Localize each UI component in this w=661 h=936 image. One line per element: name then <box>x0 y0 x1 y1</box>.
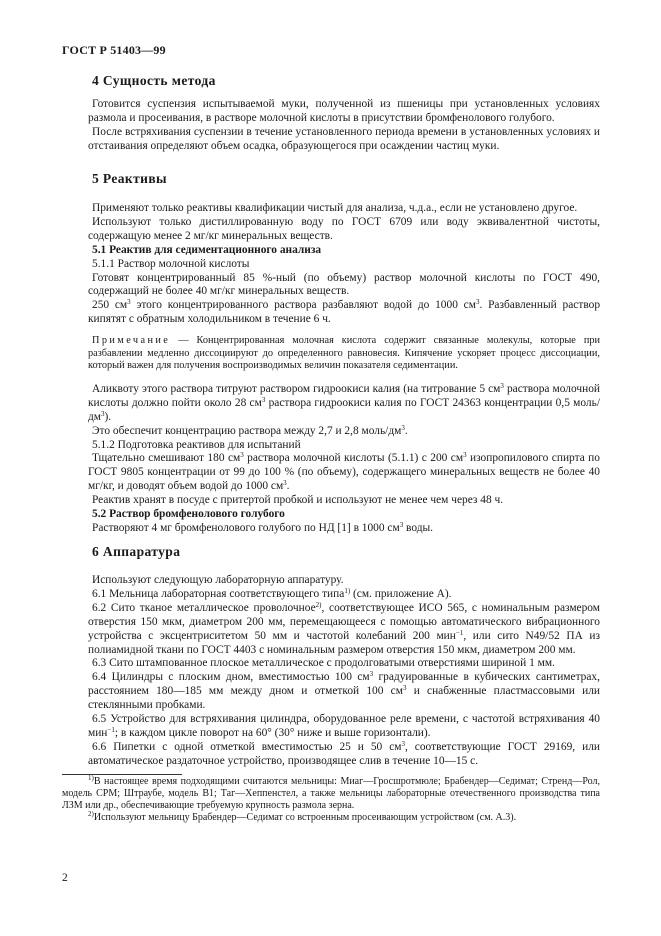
paragraph: 250 $см^3$ этого концентрированного раствора разбавляют водой до 1000 $см^3$. Разбавленный раствор кипятят с обратным холодильником в течение 6 ч. <box>88 298 601 326</box>
subsection-5-1-title: 5.1 Реактив для седиментационного анализа <box>92 243 322 256</box>
paragraph: 6.6 Пипетки с одной отметкой вместимостью 25 и 50 $см^3$, соответствующие ГОСТ 29169, или автоматическое раздаточное устройство, производящее слив в течение 10—15 с. <box>88 739 600 767</box>
paragraph: Используют только дистиллированную воду по ГОСТ 6709 или воду эквивалентной чистоты, содержащую менее 2 мг/кг минеральных веществ. <box>88 215 600 242</box>
section-6-body <box>88 574 600 769</box>
paragraph: После встряхивания суспензии в течение установленного периода времени в установленных условиях и отстаивания определяют объем осадка, образующегося при осаждении частиц муки. <box>88 125 600 152</box>
subsection-5-1-2-title: 5.1.2 Подготовка реактивов для испытаний <box>92 438 301 451</box>
document-code: ГОСТ Р 51403—99 <box>62 43 166 57</box>
paragraph: Применяют только реактивы квалификации чистый для анализа, ч.д.а., если не установлено другое. <box>92 202 578 214</box>
section-4-heading: 4 Сущность метода <box>92 73 216 88</box>
footnotes <box>62 776 600 824</box>
paragraph: Реактив хранят в посуде с притертой пробкой и используют не менее чем через 48 ч. <box>92 494 504 507</box>
paragraph: 6.1 Мельница лабораторная соответствующего типа$^{1)}$ (см. приложение А). <box>92 586 452 600</box>
footnote-divider <box>62 774 182 775</box>
paragraph: Это обеспечит концентрацию раствора между 2,7 и 2,8 моль/$дм^3$. <box>92 423 408 437</box>
subsection-5-2-title: 5.2 Раствор бромфенолового голубого <box>92 508 285 521</box>
section-4-body <box>88 98 600 154</box>
paragraph: Растворяют 4 мг бромфенолового голубого по НД [1] в 1000 $см^3$ воды. <box>92 521 433 534</box>
paragraph: Готовится суспензия испытываемой муки, полученной из пшеницы при установленных условиях размола и просеивания, в растворе молочной кислоты в присутствии бромфенолового голубого. <box>88 98 600 124</box>
paragraph: 6.4 Цилиндры с плоским дном, вместимостью 100 $см^3$ градуированные в кубических сантиметрах, расстоянием 180—185 мм между дном и отметкой 100 $см^3$ и снабженные пластмассовыми или стеклянными пробками. <box>88 670 600 712</box>
section-6-heading: 6 Аппаратура <box>92 544 181 559</box>
paragraph: 6.2 Сито тканое металлическое проволочное$^{2)}$, соответствующее ИСО 565, с номинальным размером отверстия 150 мкм, диаметром 200 мм, перемещающееся с помощью автоматического вибрационного устройства с эксцентриситетом 50 мм и частотой колебаний 200 мин$^{-1}$, или сито N49/52 ПА из полиамидной ткани по ГОСТ 4403 с номинальным размером отверстия 150 мкм, диаметром 200 мм. <box>88 600 600 656</box>
section-5-body <box>88 202 600 536</box>
paragraph: Готовят концентрированный 85 %-ный (по объему) раствор молочной кислоты по ГОСТ 490, содержащий не более 40 мг/кг минеральных веществ. <box>88 271 600 298</box>
page-number: 2 <box>62 872 68 884</box>
paragraph: Аликвоту этого раствора титруют раствором гидроокиси калия (на титрование 5 $см^3$ раствора молочной кислоты должно пойти около 28 $см^3$ раствора гидроокиси калия по ГОСТ 24363 концентрации 0,5 моль/$дм^3$). <box>88 381 601 423</box>
footnote-1: $^{1)}$В настоящее время подходящими считаются мельницы: Миаг—Гросшротмюле; Брабендер—Седимат; Стренд—Рол, модель СРМ; Штраубе, модель В1; Таг—Хеппенстел, а также мельницы лабораторные отечественного производства типа ЛЗМ или др., обеспечивающие требуемую крупность размола зерна. <box>62 774 600 812</box>
paragraph: 6.5 Устройство для встряхивания цилиндра, оборудованное реле времени, с частотой встряхивания 40 мин$^{-1}$; в каждом цикле поворот на 60° (30° ниже и выше горизонтали). <box>88 713 600 739</box>
paragraph: Используют следующую лабораторную аппаратуру. <box>92 574 344 586</box>
footnote-2: $^{2)}$Используют мельницу Брабендер—Седимат со встроенным просеивающим устройством (см. А.3). <box>88 810 517 824</box>
note-paragraph: Примечание — Концентрированная молочная кислота содержит связанные молекулы, которые при разбавлении медленно диссоциируют до определенного равновесия. Кипячение ускоряет процесс диссоциации, который важен для получения воспроизводимых величин показателя седиментации. <box>88 335 600 372</box>
subsection-5-1-1-title: 5.1.1 Раствор молочной кислоты <box>92 257 250 270</box>
paragraph: Тщательно смешивают 180 $см^3$ раствора молочной кислоты (5.1.1) с 200 $см^3$ изопропилового спирта по ГОСТ 9805 концентрации от 99 до 100 % (по объему), содержащего минеральных веществ не более 40 мг/кг, и доводят объем водой до 1000 $см^3$. <box>88 451 600 493</box>
section-5-heading: 5 Реактивы <box>92 171 167 186</box>
note-label: Примечание <box>92 335 171 347</box>
paragraph: 6.3 Сито штампованное плоское металлическое с продолговатыми отверстиями шириной 1 мм. <box>92 657 555 670</box>
